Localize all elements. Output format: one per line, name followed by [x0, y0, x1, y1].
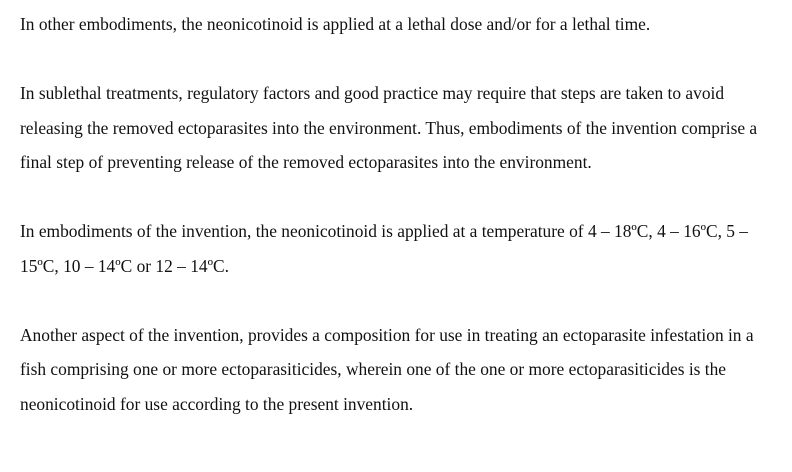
paragraph-sublethal-treatments: In sublethal treatments, regulatory factors and good practice may require that steps are taken to avoid releasing the removed ectoparasites into the environment. Thus, embodiments of the invention comprise a final step of preventing release of the removed ectoparasites into the environment. [20, 83, 758, 172]
paragraph-spacer [20, 283, 780, 318]
paragraph-spacer [20, 180, 780, 215]
document-body [20, 7, 780, 421]
paragraph-lethal-dose: In other embodiments, the neonicotinoid is applied at a lethal dose and/or for a lethal time. [20, 14, 651, 34]
paragraph-temperature: In embodiments of the invention, the neonicotinoid is applied at a temperature of 4 – 18ºC, 4 – 16ºC, 5 – 15ºC, 10 – 14ºC or 12 – 14ºC. [20, 221, 749, 276]
paragraph-spacer [20, 42, 780, 77]
paragraph-composition: Another aspect of the invention, provides a composition for use in treating an ectoparasite infestation in a fish comprising one or more ectoparasiticides, wherein one of the one or more ectoparasiticides is the neonicotinoid for use according to the present invention. [20, 324, 754, 414]
